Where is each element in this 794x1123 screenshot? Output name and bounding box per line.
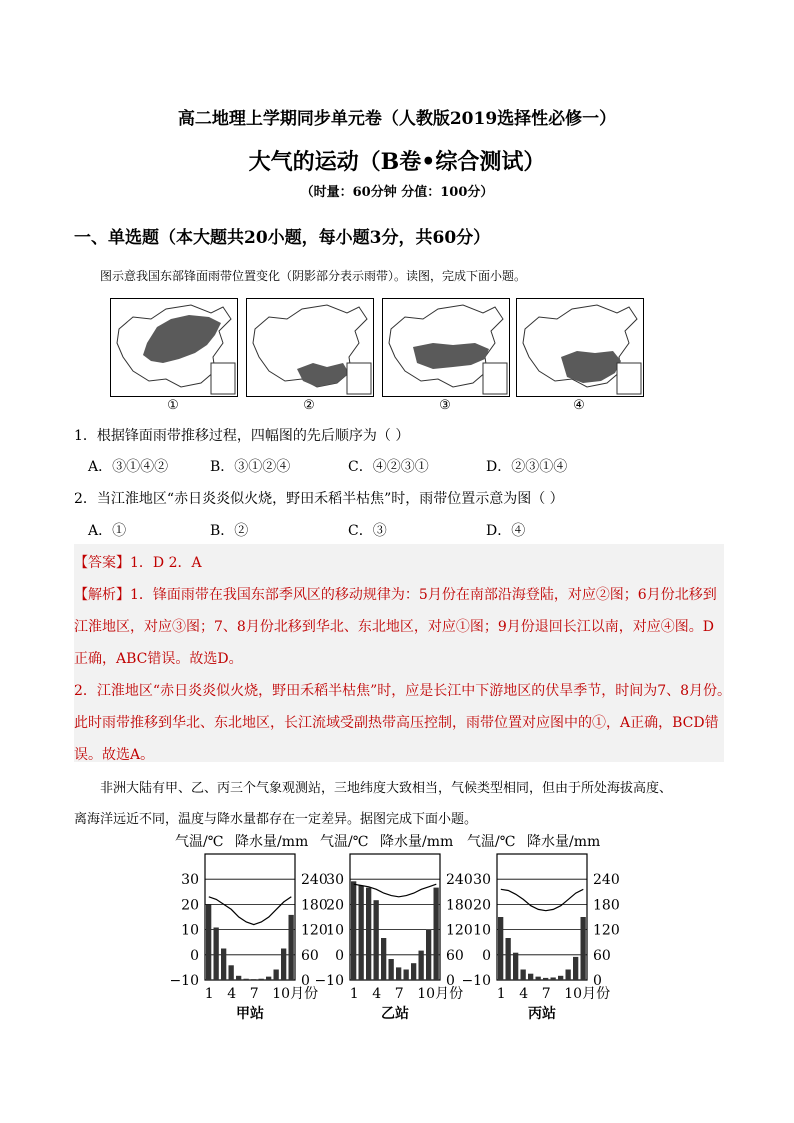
chart-1-temp-line [209, 897, 291, 925]
chart-3-bar-9 [558, 976, 563, 980]
chart-3-temp-tick-4: −10 [461, 973, 491, 989]
chart-1-bar-4 [229, 965, 234, 980]
chart-1-x-tick-0: 1 [204, 986, 214, 1002]
chart-1-precip-tick-4: 0 [301, 973, 310, 989]
chart-1-temp-tick-2: 10 [181, 922, 199, 939]
chart-1-x-tick-3: 10月份 [272, 986, 319, 1002]
chart-2-bar-4 [374, 900, 379, 980]
answer-tag: 【答案】 [74, 555, 130, 571]
map-label-2: ② [303, 398, 315, 413]
chart-2-x-tick-1: 4 [372, 986, 382, 1002]
chart-1-bar-3 [221, 949, 226, 981]
chart-2-temp-tick-4: −10 [314, 973, 344, 989]
chart-2-temp-tick-1: 20 [326, 897, 344, 914]
chart-1-bar-2 [214, 928, 219, 981]
chart-1-bar-5 [236, 976, 241, 980]
question-2-option-d[interactable]: D．④ [486, 523, 526, 539]
chart-1-bar-1 [206, 904, 211, 980]
chart-3-x-tick-1: 4 [519, 986, 529, 1002]
question-intro-2-line-1: 非洲大陆有甲、乙、丙三个气象观测站，三地纬度大致相当，气候类型相同，但由于所处海拔高度、 [100, 781, 673, 796]
chart-1-right-axis-label: 降水量/mm [235, 834, 309, 850]
chart-2-right-axis-label: 降水量/mm [380, 834, 454, 850]
chart-2-bar-11 [426, 930, 431, 980]
chart-3-bar-6 [536, 977, 541, 980]
chart-2-bar-6 [389, 959, 394, 980]
analysis-line-1 [74, 584, 717, 604]
map-2 [246, 298, 374, 397]
chart-2-x-tick-0: 1 [349, 986, 359, 1002]
chart-3-bar-3 [513, 953, 518, 980]
chart-1-bar-12 [289, 915, 294, 980]
chart-2-precip-tick-2: 120 [446, 922, 473, 939]
map-label-3: ③ [439, 398, 451, 413]
analysis-line-3: 正确，ABC错误。故选D。 [74, 651, 243, 667]
map-1 [110, 298, 238, 397]
question-2-option-c[interactable]: C．③ [348, 523, 387, 539]
question-intro: 图示意我国东部锋面雨带位置变化（阴影部分表示雨带）。读图，完成下面小题。 [100, 269, 527, 283]
chart-3-bar-12 [581, 917, 586, 980]
chart-1-bar-10 [274, 970, 279, 981]
analysis-tag: 【解析】 [74, 587, 130, 603]
chart-1-bar-8 [259, 979, 264, 980]
chart-2-precip-tick-4: 0 [446, 973, 455, 989]
chart-3-bar-11 [573, 957, 578, 980]
analysis-line-6: 误。故选A。 [74, 747, 155, 763]
question-2-option-b[interactable]: B．② [210, 523, 249, 539]
question-1-option-d[interactable]: D．②③①④ [486, 459, 568, 475]
chart-1-bar-6 [244, 979, 249, 980]
chart-3-x-tick-2: 7 [541, 986, 551, 1002]
chart-3-temp-tick-2: 10 [473, 922, 491, 939]
map-4 [516, 298, 644, 397]
chart-2-temp-tick-0: 30 [326, 872, 344, 889]
chart-2-precip-tick-0: 240 [446, 872, 473, 889]
chart-2-title: 乙站 [381, 1006, 409, 1022]
chart-3-right-axis-label: 降水量/mm [527, 834, 601, 850]
chart-3-bar-1 [498, 917, 503, 980]
answer-text: 1．D 2．A [130, 555, 202, 571]
chart-2-precip-tick-1: 180 [446, 897, 473, 914]
chart-3-title: 丙站 [528, 1006, 556, 1022]
chart-3-precip-tick-0: 240 [593, 872, 620, 889]
paper-title: 大气的运动（B卷•综合测试） [248, 149, 546, 175]
analysis-text-1: 1．锋面雨带在我国东部季风区的移动规律为：5月份在南部沿海登陆，对应②图；6月份北移到 [130, 587, 717, 603]
chart-2-bar-1 [351, 881, 356, 980]
chart-1-left-axis-label: 气温/℃ [175, 834, 224, 850]
question-2-stem: 2．当江淮地区“赤日炎炎似火烧，野田禾稻半枯焦”时，雨带位置示意为图（ ） [74, 491, 564, 507]
chart-1-precip-tick-3: 60 [301, 947, 319, 964]
chart-3-precip-tick-3: 60 [593, 947, 611, 964]
question-1-option-c[interactable]: C．④②③① [348, 459, 429, 475]
chart-2-temp-tick-2: 10 [326, 922, 344, 939]
chart-3-x-tick-0: 1 [496, 986, 506, 1002]
chart-3-x-tick-3: 10月份 [564, 986, 611, 1002]
analysis-line-4: 2．江淮地区“赤日炎炎似火烧，野田禾稻半枯焦”时，应是长江中下游地区的伏旱季节，时间为7、8月份。 [74, 683, 732, 699]
map-label-1: ① [167, 398, 179, 413]
question-2-option-a[interactable]: A．① [88, 523, 127, 539]
chart-2-bar-5 [381, 938, 386, 980]
chart-2-x-tick-2: 7 [394, 986, 404, 1002]
chart-1-temp-tick-0: 30 [181, 872, 199, 889]
chart-2-bar-2 [359, 886, 364, 981]
chart-1-bar-11 [281, 949, 286, 981]
chart-2-bar-9 [411, 963, 416, 980]
chart-2-left-axis-label: 气温/℃ [320, 834, 369, 850]
chart-2-x-tick-3: 10月份 [417, 986, 464, 1002]
chart-2-bar-8 [404, 970, 409, 981]
chart-3-bar-5 [528, 974, 533, 980]
chart-1-bar-9 [266, 977, 271, 980]
chart-3-precip-tick-2: 120 [593, 922, 620, 939]
map-3 [382, 298, 510, 397]
chart-3-temp-line [501, 889, 584, 910]
question-1-stem: 1．根据锋面雨带推移过程，四幅图的先后顺序为（ ） [74, 428, 410, 444]
chart-3-precip-tick-1: 180 [593, 897, 620, 914]
chart-1-temp-tick-3: 0 [190, 947, 199, 964]
chart-3-bar-4 [521, 970, 526, 981]
exam-meta: （时量：60分钟 分值：100分） [300, 185, 494, 200]
chart-1-precip-tick-1: 180 [301, 897, 328, 914]
chart-1-precip-tick-2: 120 [301, 922, 328, 939]
map-label-4: ④ [573, 398, 585, 413]
chart-1-title: 甲站 [236, 1006, 264, 1022]
analysis-line-5: 此时雨带推移到华北、东北地区，长江流域受副热带高压控制，雨带位置对应图中的①，A正确，BCD错 [74, 715, 719, 731]
chart-3-bar-8 [551, 977, 556, 980]
climate-charts [0, 820, 794, 1030]
chart-2-bar-3 [366, 888, 371, 980]
analysis-line-2: 江淮地区，对应③图；7、8月份北移到华北、东北地区，对应①图；9月份退回长江以南，对应④图。D [74, 619, 714, 635]
chart-3-precip-tick-4: 0 [593, 973, 602, 989]
chart-3-left-axis-label: 气温/℃ [467, 834, 516, 850]
chart-3-bar-7 [543, 978, 548, 980]
chart-1-bar-7 [251, 979, 256, 980]
chart-2-bar-7 [396, 967, 401, 980]
chart-1-temp-tick-1: 20 [181, 897, 199, 914]
section-heading: 一、单选题（本大题共20小题，每小题3分，共60分） [74, 228, 491, 248]
chart-2-precip-tick-3: 60 [446, 947, 464, 964]
chart-1-temp-tick-4: −10 [169, 973, 199, 989]
chart-2-bar-10 [419, 951, 424, 980]
chart-3-temp-tick-0: 30 [473, 872, 491, 889]
question-1-option-a[interactable]: A．③①④② [88, 459, 169, 475]
chart-2-temp-tick-3: 0 [335, 947, 344, 964]
chart-1-x-tick-1: 4 [227, 986, 237, 1002]
chart-3-temp-tick-3: 0 [482, 947, 491, 964]
chart-3-temp-tick-1: 20 [473, 897, 491, 914]
chart-1-x-tick-2: 7 [249, 986, 259, 1002]
series-title: 高二地理上学期同步单元卷（人教版2019选择性必修一） [177, 109, 617, 129]
question-intro-2-line-2: 离海洋远近不同，温度与降水量都存在一定差异。据图完成下面小题。 [74, 812, 478, 827]
chart-1-precip-tick-0: 240 [301, 872, 328, 889]
chart-2-bar-12 [434, 888, 439, 980]
answer-line [74, 552, 202, 572]
question-1-option-b[interactable]: B．③①②④ [210, 459, 291, 475]
chart-3-bar-2 [506, 938, 511, 980]
chart-3-bar-10 [566, 970, 571, 981]
